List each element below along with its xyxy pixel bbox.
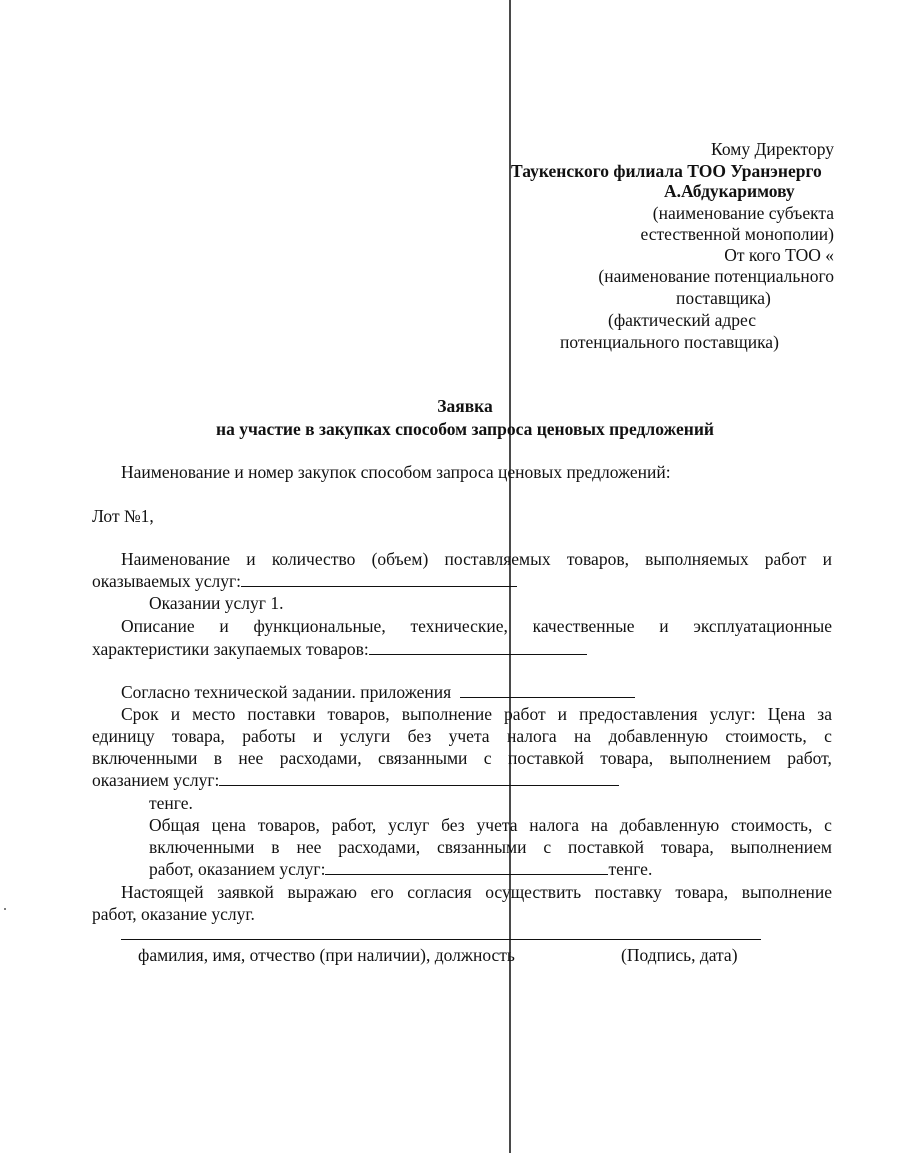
addressee-caption-1: (наименование субъекта — [652, 203, 834, 223]
word: Срок — [121, 704, 159, 724]
word: услуг — [388, 815, 430, 835]
word: с — [543, 837, 552, 857]
word: качественные — [532, 616, 635, 636]
delivery-terms-line-4 — [92, 769, 619, 791]
delivery-terms-line-3 — [92, 747, 832, 769]
word: поставляемых — [444, 549, 551, 569]
word: его — [370, 882, 394, 902]
description-label: характеристики закупаемых товаров: — [92, 639, 369, 659]
address-caption-2: потенциального поставщика) — [560, 332, 779, 352]
goods-name-blank — [241, 570, 517, 587]
word: и — [659, 616, 669, 636]
word: стоимость, — [725, 726, 807, 746]
consent-line-2: работ, оказание услуг. — [92, 904, 255, 924]
word: товаров, — [566, 549, 629, 569]
supplier-caption-1: (наименование потенциального — [598, 266, 834, 286]
addressee-name: А.Абдукаримову — [664, 181, 795, 201]
technical-spec-blank — [460, 681, 635, 698]
delivery-terms-line-1 — [121, 703, 832, 725]
word: поставку — [594, 882, 662, 902]
lot-number: Лот №1, — [92, 506, 154, 526]
word: с — [824, 815, 832, 835]
word: единицу — [92, 726, 155, 746]
word: работ — [764, 549, 807, 569]
word: Описание — [121, 616, 195, 636]
address-caption-1: (фактический адрес — [608, 310, 756, 330]
word: связанными — [437, 837, 527, 857]
word: и — [170, 704, 181, 724]
word: стоимость, — [731, 815, 813, 835]
word: без — [441, 815, 465, 835]
addressee-organization: Таукенского филиала ТОО Уранэнерго — [511, 161, 822, 181]
word: расходами, — [279, 748, 362, 768]
word: и — [557, 704, 568, 724]
word: на — [574, 726, 592, 746]
procurement-name-label: Наименование и номер закупок способом запроса ценовых предложений: — [121, 462, 671, 482]
word: за — [817, 704, 832, 724]
word: работы — [242, 726, 296, 746]
word: на — [590, 815, 608, 835]
scan-speck — [4, 908, 6, 910]
word: расходами, — [338, 837, 421, 857]
word: Общая — [149, 815, 200, 835]
word: технические, — [410, 616, 508, 636]
word: (объем) — [371, 549, 429, 569]
consent-line-1 — [121, 881, 832, 903]
total-price-line-1 — [149, 814, 832, 836]
word: поставки — [247, 704, 316, 724]
word: товаров, — [257, 815, 320, 835]
total-price-label: работ, оказанием услуг: — [149, 859, 326, 879]
supplier-caption-2: поставщика) — [676, 288, 771, 308]
title-line-1: Заявка — [437, 396, 493, 416]
word: добавленную — [619, 815, 720, 835]
word: осуществить — [485, 882, 582, 902]
goods-name-value: Оказании услуг 1. — [149, 593, 284, 613]
from-whom: От кого ТОО « — [724, 245, 834, 265]
title-line-2: на участие в закупках способом запроса ценовых предложений — [215, 419, 714, 439]
word: и — [219, 616, 229, 636]
word: товара, — [675, 882, 729, 902]
addressee-caption-2: естественной монополии) — [640, 224, 834, 244]
word: количество — [271, 549, 356, 569]
word: в — [271, 837, 280, 857]
word: включенными — [92, 748, 198, 768]
word: нее — [238, 748, 264, 768]
unit-price-blank — [219, 769, 619, 786]
description-line-2 — [92, 638, 587, 660]
word: поставкой — [568, 837, 644, 857]
word: и — [822, 549, 832, 569]
word: согласия — [407, 882, 472, 902]
word: Наименование — [121, 549, 231, 569]
word: налога — [506, 726, 557, 746]
unit-price-label: оказанием услуг: — [92, 770, 220, 790]
signature-rule — [121, 939, 761, 940]
word: с — [824, 726, 832, 746]
word: нее — [296, 837, 322, 857]
word: товара, — [660, 837, 714, 857]
word: добавленную — [608, 726, 708, 746]
total-price-blank — [325, 858, 608, 875]
description-line-1 — [121, 615, 832, 637]
word: связанными — [377, 748, 468, 768]
word: налога — [529, 815, 579, 835]
word: товара, — [172, 726, 225, 746]
word: выполнением — [669, 748, 771, 768]
word: предоставления — [579, 704, 698, 724]
word: и — [313, 726, 323, 746]
word: поставкой — [507, 748, 584, 768]
description-blank — [369, 638, 587, 655]
signature-date-caption: (Подпись, дата) — [621, 945, 738, 965]
word: выполнение — [401, 704, 492, 724]
word: учета — [448, 726, 490, 746]
word: выполнение — [741, 882, 832, 902]
word: выражаю — [287, 882, 357, 902]
word: товара, — [600, 748, 654, 768]
word: учета — [476, 815, 518, 835]
word: работ — [504, 704, 546, 724]
word: место — [192, 704, 236, 724]
word: Настоящей — [121, 882, 204, 902]
word: функциональные, — [253, 616, 386, 636]
word: и — [246, 549, 256, 569]
word: выполнением — [730, 837, 832, 857]
word: с — [483, 748, 492, 768]
goods-name-line-2 — [92, 570, 517, 592]
word: работ, — [331, 815, 377, 835]
word: услуги — [339, 726, 391, 746]
unit-price-currency: тенге. — [149, 793, 193, 813]
word: включенными — [149, 837, 255, 857]
word: эксплуатационные — [693, 616, 832, 636]
addressee-to: Кому Директору — [711, 139, 834, 159]
word: товаров, — [327, 704, 390, 724]
word: цена — [211, 815, 246, 835]
goods-name-line-1 — [121, 548, 832, 570]
word: Цена — [767, 704, 806, 724]
word: выполняемых — [645, 549, 749, 569]
signatory-caption: фамилия, имя, отчество (при наличии), должность — [138, 945, 515, 965]
total-price-currency: тенге. — [608, 859, 653, 879]
total-price-line-3 — [149, 858, 652, 880]
word: услуг: — [709, 704, 756, 724]
word: без — [407, 726, 432, 746]
goods-name-label: оказываемых услуг: — [92, 571, 241, 591]
technical-spec-line — [121, 681, 635, 703]
delivery-terms-line-2 — [92, 725, 832, 747]
word: заявкой — [217, 882, 274, 902]
word: в — [213, 748, 223, 768]
word: работ, — [787, 748, 832, 768]
technical-spec-text: Согласно технической задании. приложения — [121, 682, 452, 702]
total-price-line-2 — [149, 836, 832, 858]
